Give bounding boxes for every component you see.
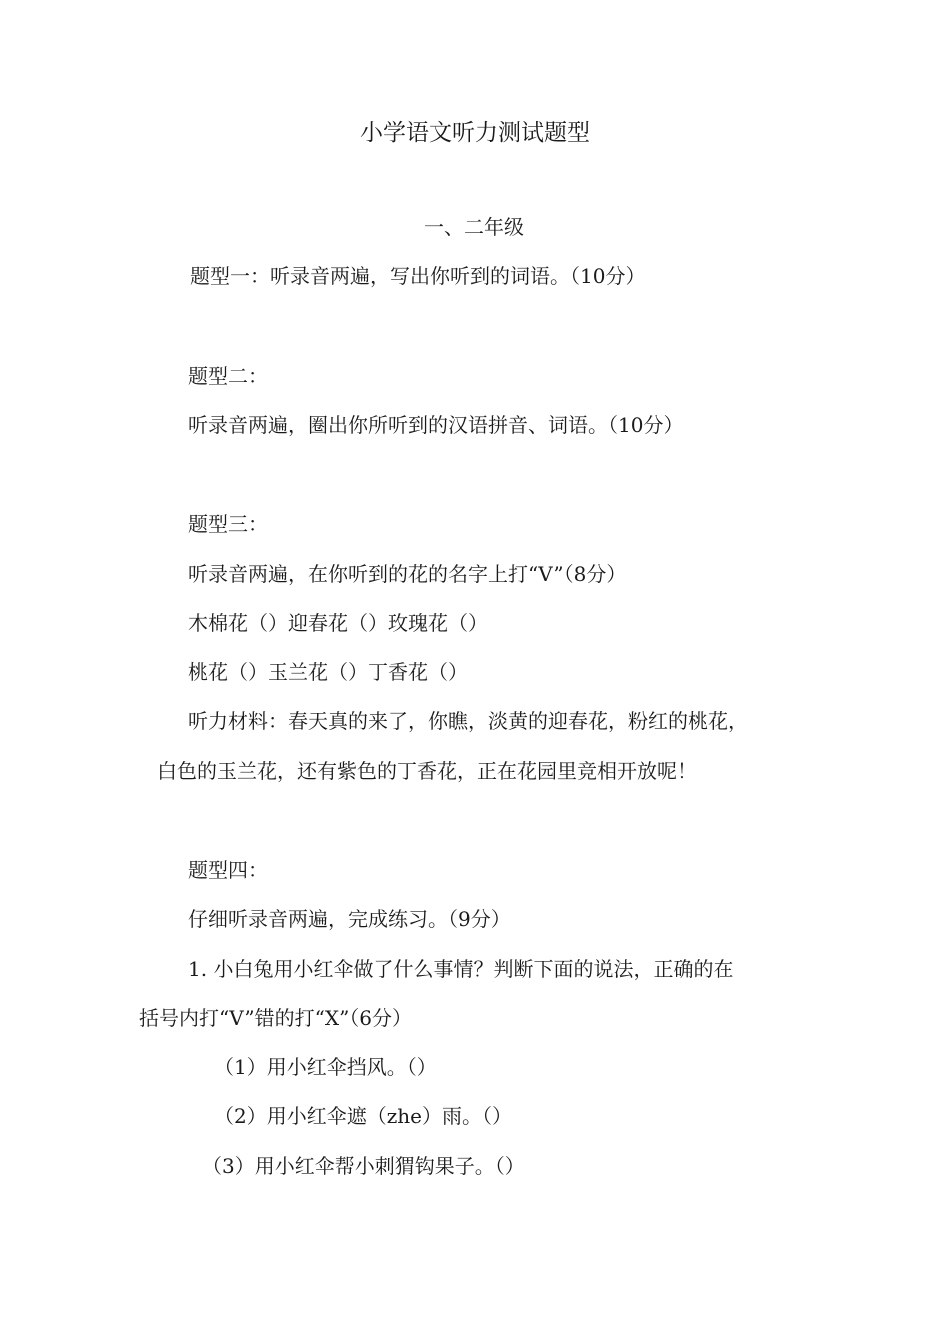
- question-3-heading: 题型三：: [188, 512, 268, 536]
- question-4-item-2: （2）用小红伞遮（zhe）雨。（）: [214, 1104, 512, 1128]
- question-3-options-row-1: 木棉花（）迎春花（）玫瑰花（）: [188, 611, 488, 635]
- question-3-material-line-2: 白色的玉兰花，还有紫色的丁香花，正在花园里竞相开放呢！: [157, 759, 697, 783]
- question-2-heading: 题型二：: [188, 364, 268, 388]
- question-4-item-3: （3）用小红伞帮小刺猬钩果子。（）: [202, 1154, 525, 1178]
- question-4-item-1: （1）用小红伞挡风。（）: [214, 1055, 437, 1079]
- question-4-heading: 题型四：: [188, 858, 268, 882]
- question-4-sub-1-line-2: 括号内打“V”错的打“X”（6分）: [139, 1006, 413, 1030]
- question-3-material-line-1: 听力材料：春天真的来了，你瞧，淡黄的迎春花，粉红的桃花，: [188, 709, 748, 733]
- question-3-text: 听录音两遍，在你听到的花的名字上打“V”（8分）: [188, 562, 627, 586]
- page-title: 小学语文听力测试题型: [360, 120, 590, 146]
- question-1-text: 题型一：听录音两遍，写出你听到的词语。（10分）: [190, 264, 646, 288]
- grade-heading: 一、二年级: [424, 215, 524, 239]
- question-4-sub-1-line-1: 1. 小白兔用小红伞做了什么事情？判断下面的说法，正确的在: [188, 957, 734, 981]
- question-3-options-row-2: 桃花（）玉兰花（）丁香花（）: [188, 660, 468, 684]
- question-4-text: 仔细听录音两遍，完成练习。（9分）: [188, 907, 511, 931]
- question-2-text: 听录音两遍，圈出你所听到的汉语拼音、词语。（10分）: [188, 413, 684, 437]
